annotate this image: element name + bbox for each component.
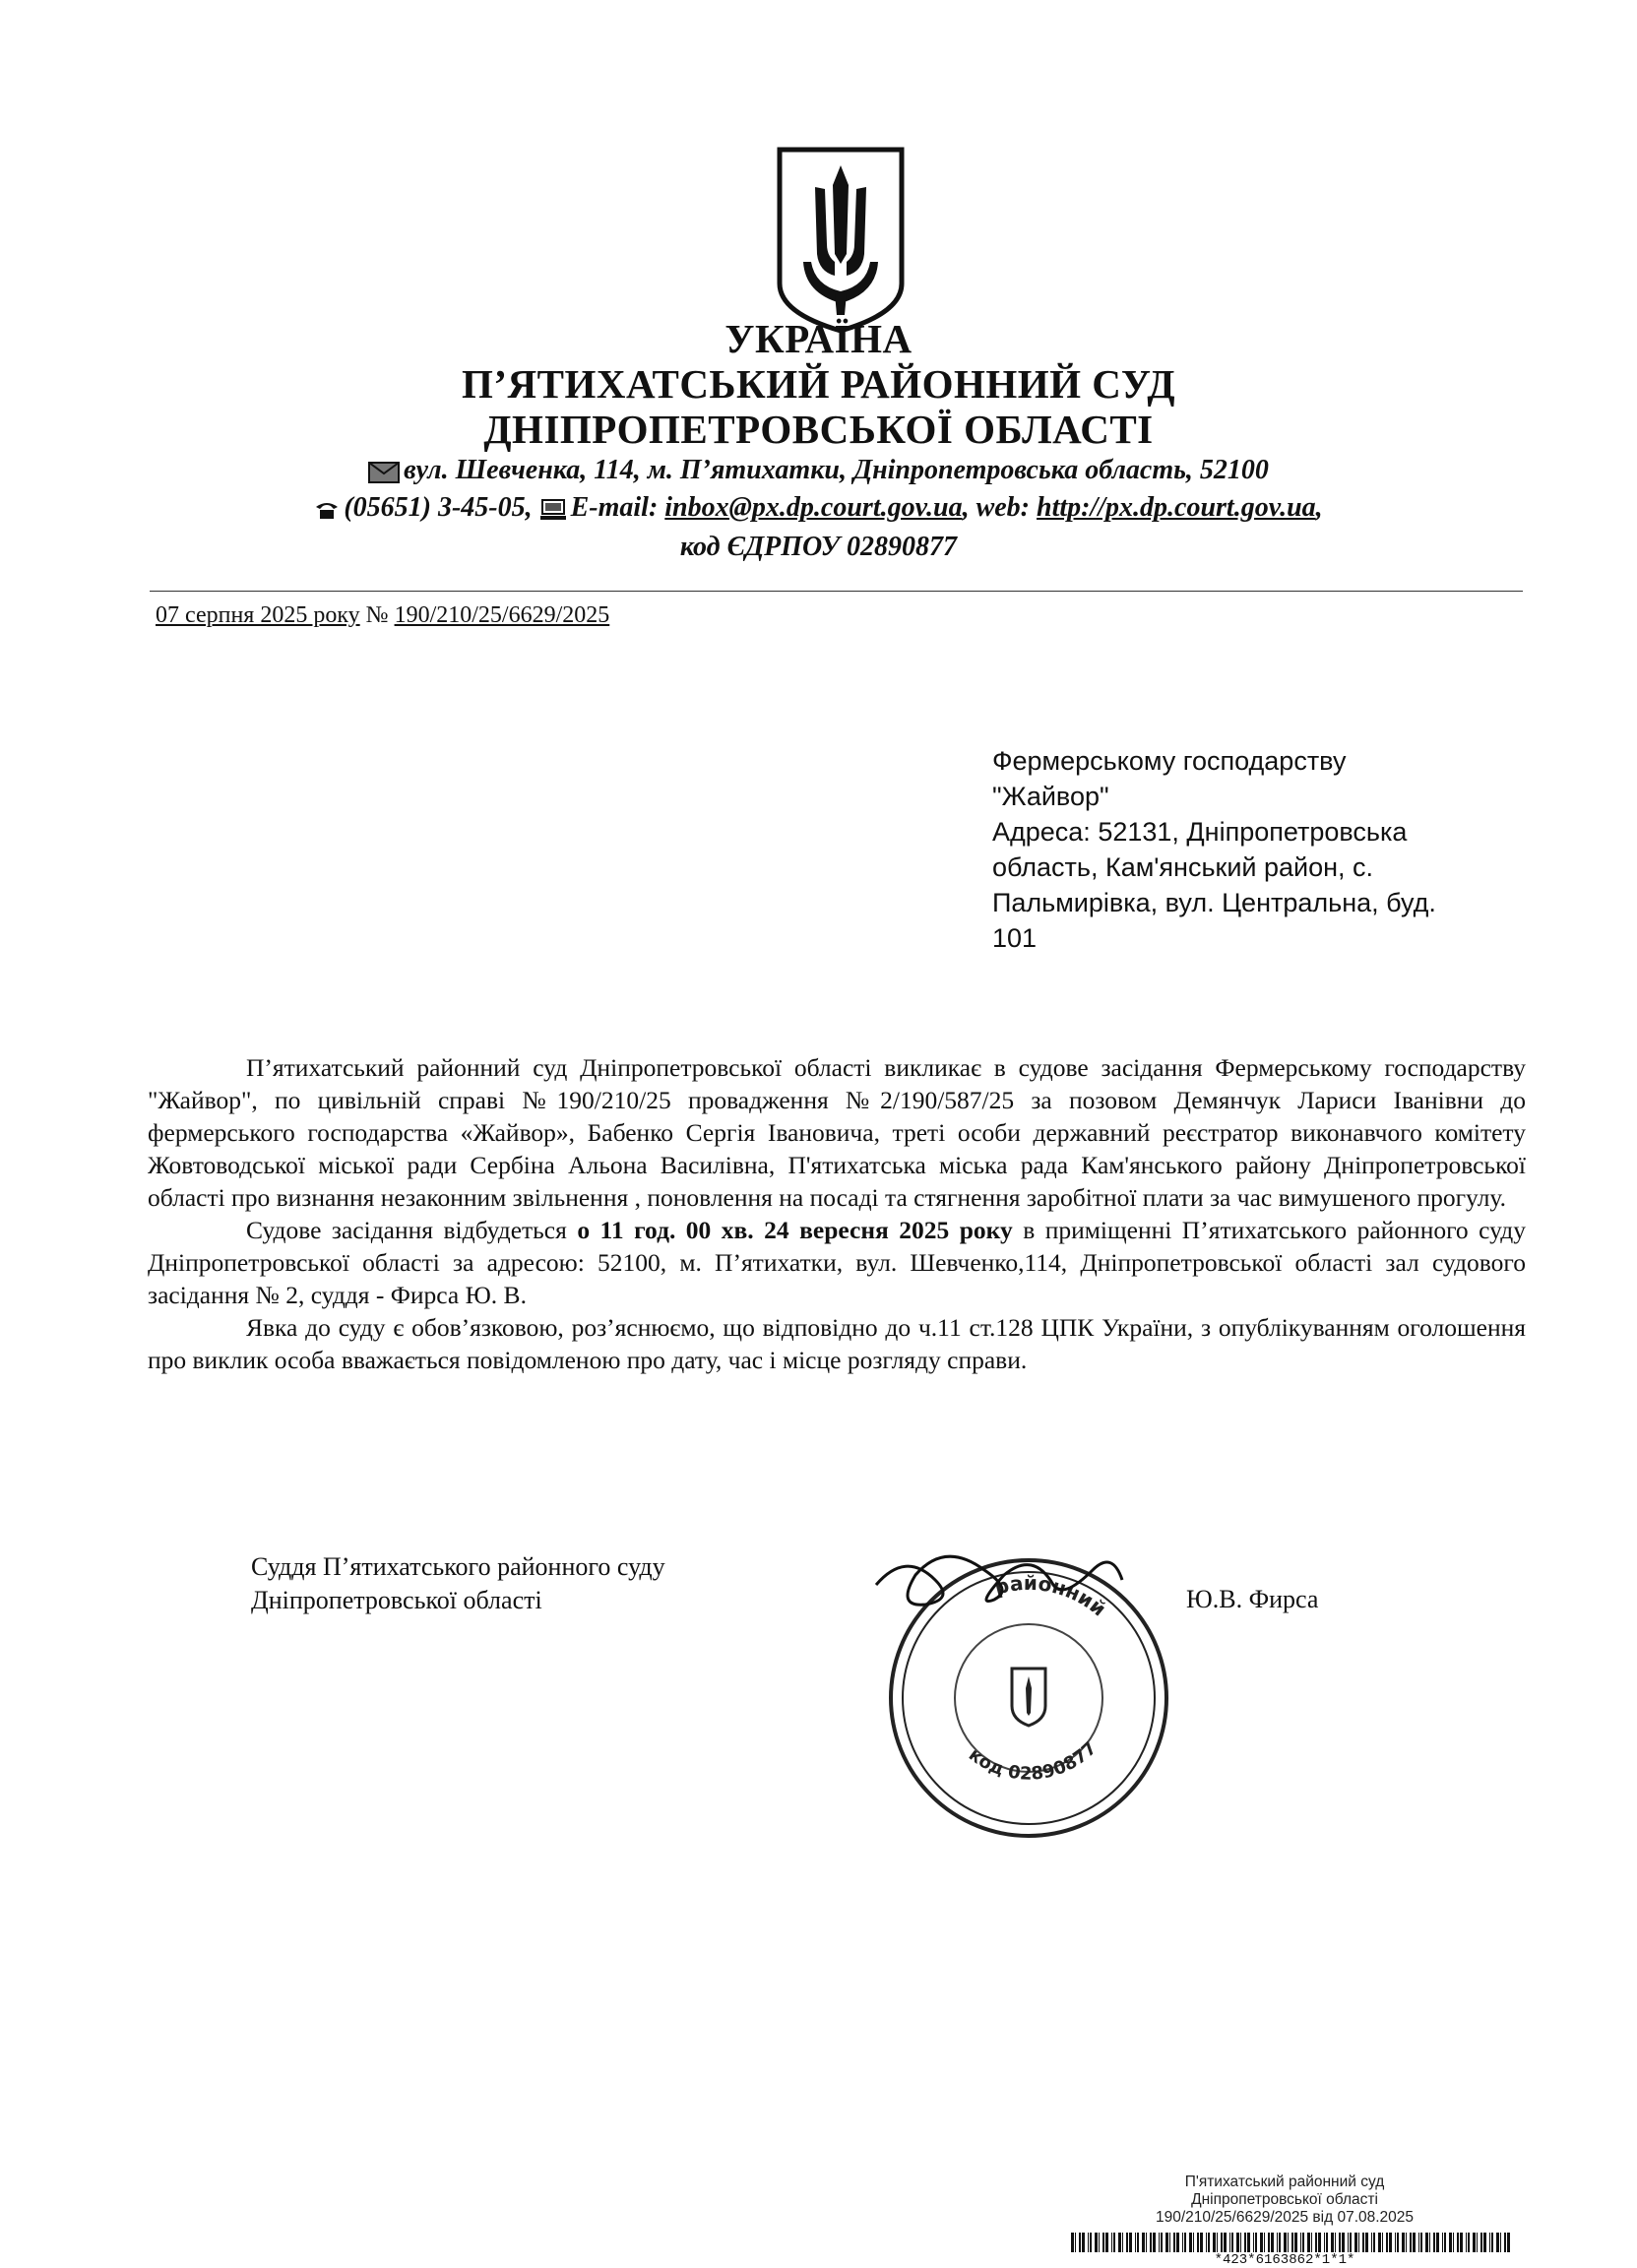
court-name-line2: ДНІПРОПЕТРОВСЬКОЇ ОБЛАСТІ	[483, 407, 1154, 452]
registry-stamp-line3: 190/210/25/6629/2025 від 07.08.2025	[1155, 2209, 1415, 2226]
email-label: E-mail:	[570, 492, 659, 523]
recipient-line: Адреса: 52131, Дніпропетровська	[992, 817, 1408, 847]
hearing-paragraph	[148, 1214, 1526, 1311]
registration-number: 190/210/25/6629/2025	[394, 602, 610, 628]
recipient-block	[992, 743, 1504, 956]
email-link[interactable]: inbox@px.dp.court.gov.ua	[664, 492, 963, 523]
registry-stamp	[1063, 2174, 1506, 2227]
summons-paragraph: П’ятихатський районний суд Дніпропетровської області викликає в судове засідання Фермерському господарству "Жайвор", по цивільній справі №190/210/25 провадження №2/190/587/25 за позовом Демянчук Лариси Іванівни до фермерського господарства «Жайвор», Бабенко Сергія Івановича, треті особи державний реєстратор виконавчого комітету Жовтоводської міської ради Сербіна Альона Василівна, П'ятихатська міська рада Кам'янського району Дніпропетровської області про визнання незаконним звільнення , поновлення на посаді та стягнення заробітної плати за час вимушеного прогулу.	[148, 1053, 1526, 1212]
registration-date: 07 серпня 2025 року	[156, 602, 360, 628]
seal-text-top: районний	[991, 1570, 1111, 1621]
judge-title-line2: Дніпропетровської області	[251, 1586, 542, 1614]
address-text: вул. Шевченка, 114, м. П’ятихатки, Дніпропетровська область, 52100	[404, 455, 1269, 485]
registry-stamp-line2: Дніпропетровської області	[1191, 2191, 1378, 2208]
court-address	[0, 455, 1637, 486]
recipient-line: Фермерському господарству	[992, 746, 1347, 776]
court-contacts	[0, 492, 1637, 524]
web-label: , web:	[962, 492, 1031, 523]
recipient-line: Пальмирівка, вул. Центральна, буд.	[992, 888, 1436, 917]
court-name-line1: П’ЯТИХАТСЬКИЙ РАЙОННИЙ СУД	[461, 361, 1176, 407]
edrpou-code: код ЄДРПОУ 02890877	[679, 532, 958, 562]
computer-icon	[539, 499, 567, 521]
header-divider	[150, 591, 1523, 592]
judge-title-line1: Суддя П’ятихатського районного суду	[251, 1552, 665, 1581]
envelope-icon	[368, 462, 400, 483]
phone-icon	[314, 499, 340, 521]
registry-stamp-line1: П'ятихатський районний суд	[1184, 2174, 1385, 2190]
coat-of-arms-emblem	[776, 146, 906, 335]
barcode	[1071, 2233, 1514, 2252]
hearing-text-start: Судове засідання відбудеться	[246, 1216, 578, 1244]
hearing-datetime: о 11 год. 00 хв. 24 вересня 2025 року	[577, 1216, 1013, 1244]
website-link[interactable]: http://px.dp.court.gov.ua	[1037, 492, 1316, 523]
recipient-line: область, Кам'янський район, с.	[992, 852, 1374, 882]
svg-text:код 02890877	[965, 1738, 1101, 1785]
attendance-paragraph: Явка до суду є обов’язковою, роз’яснюємо, що відповідно до ч.11 ст.128 ЦПК України, з опублікуванням оголошення про виклик особа вважається повідомленою про дату, час і місце розгляду справи.	[148, 1313, 1526, 1374]
judge-title	[251, 1550, 665, 1617]
country-title: УКРАЇНА	[724, 316, 913, 361]
barcode-number: *423*6163862*1*1*	[1214, 2252, 1355, 2268]
court-seal	[866, 1531, 1191, 1856]
svg-text:районний	[992, 1571, 1110, 1621]
judge-name: Ю.В. Фирса	[1186, 1585, 1319, 1613]
web-end: ,	[1315, 492, 1323, 523]
hearing-text-end: в приміщенні П’ятихатського районного суду Дніпропетровської області за адресою: 52100, м. П’ятихатки, вул. Шевченко,114, Дніпропетровської області зал судового засідання № 2, суддя - Фирса Ю. В.	[148, 1216, 1526, 1309]
registration-line	[156, 602, 609, 629]
summons-body	[148, 1051, 1526, 1376]
registration-number-sign: №	[365, 602, 389, 628]
recipient-line: "Жайвор"	[992, 782, 1109, 811]
phone-number: (05651) 3-45-05,	[344, 492, 533, 523]
recipient-line: 101	[992, 923, 1038, 953]
seal-code: код 02890877	[965, 1737, 1102, 1785]
